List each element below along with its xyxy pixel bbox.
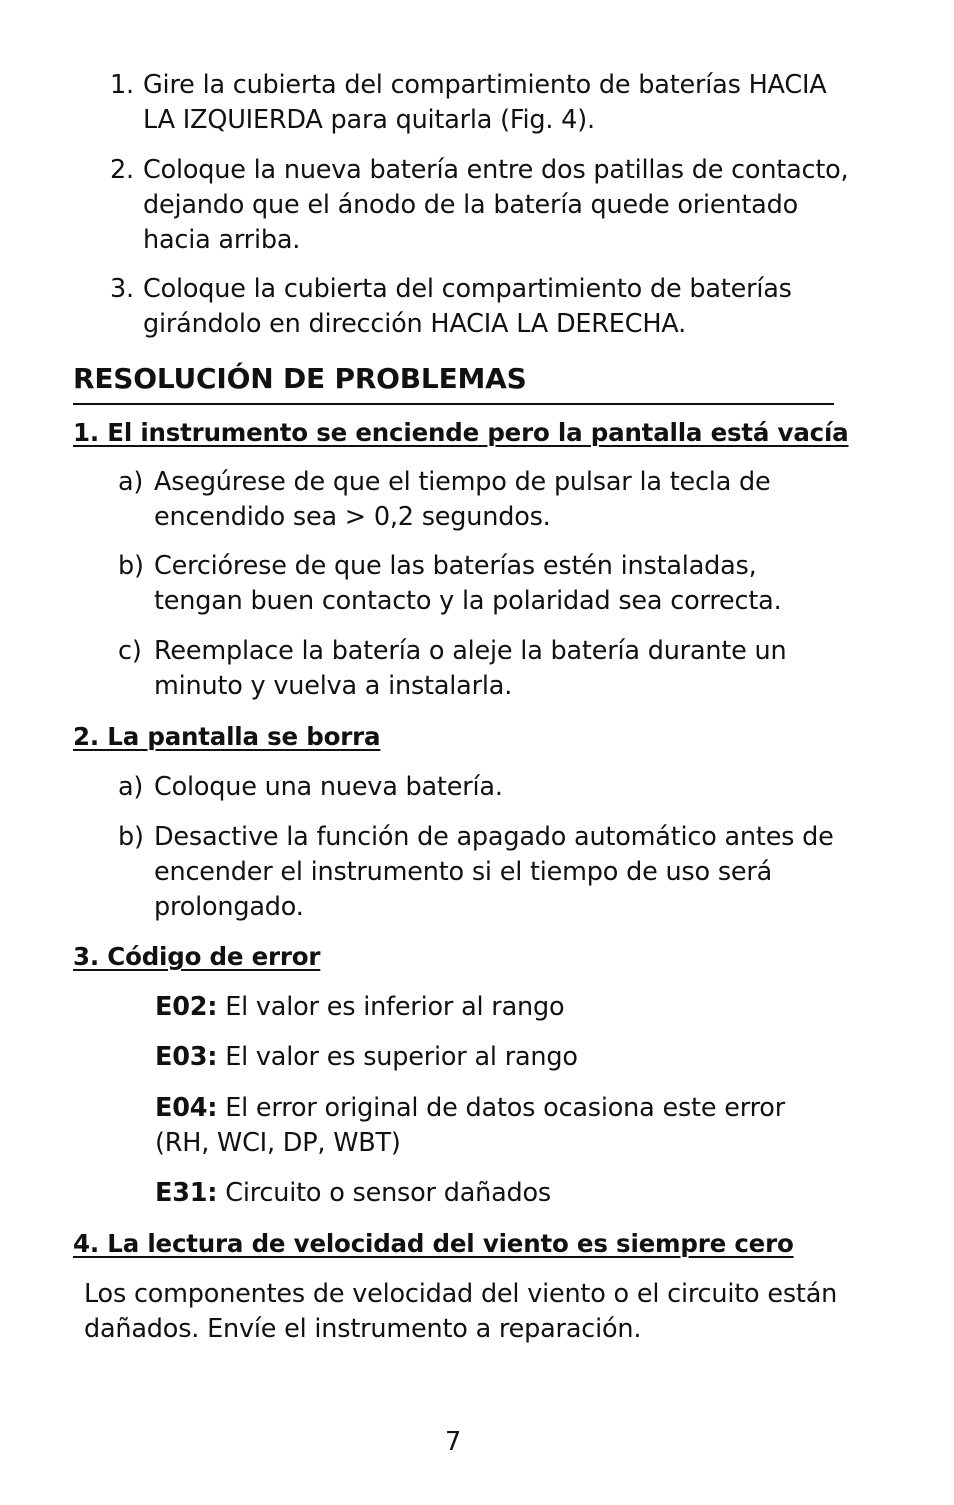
problem-1-item-b	[118, 549, 848, 619]
problem-4-paragraph: Los componentes de velocidad del viento o el circuito están dañados. Envíe el instrumento a reparación.	[84, 1279, 838, 1344]
problem-2-item-b	[118, 820, 848, 925]
item-text: Asegúrese de que el tiempo de pulsar la tecla de encendido sea > 0,2 segundos.	[154, 467, 771, 532]
error-code: E03:	[155, 1042, 218, 1072]
item-letter: c)	[118, 636, 142, 666]
heading-divider	[73, 403, 834, 405]
step-number: 1.	[110, 70, 134, 100]
item-text: Reemplace la batería o aleje la batería durante un minuto y vuelva a instalarla.	[154, 636, 787, 701]
step-3	[110, 272, 850, 342]
step-2	[110, 153, 850, 258]
problem-1-item-c	[118, 634, 848, 704]
problem-1-item-a	[118, 465, 848, 535]
step-text: Coloque la cubierta del compartimiento de baterías girándolo en dirección HACIA LA DERECHA.	[143, 274, 792, 339]
page-number: 7	[444, 1427, 462, 1457]
error-description: Circuito o sensor dañados	[225, 1178, 551, 1208]
problem-3-title: 3. Código de error	[73, 942, 321, 971]
error-code-e02	[155, 990, 845, 1025]
problem-2-item-a	[118, 770, 848, 805]
error-description: El error original de datos ocasiona este error (RH, WCI, DP, WBT)	[155, 1093, 785, 1158]
step-text: Coloque la nueva batería entre dos patillas de contacto, dejando que el ánodo de la batería quede orientado hacia arriba.	[143, 155, 849, 255]
error-code-e04	[155, 1091, 845, 1161]
item-text: Cerciórese de que las baterías estén instaladas, tengan buen contacto y la polaridad sea correcta.	[154, 551, 782, 616]
item-letter: a)	[118, 772, 144, 802]
item-text: Coloque una nueva batería.	[154, 772, 503, 802]
problem-1-title: 1. El instrumento se enciende pero la pantalla está vacía	[73, 418, 849, 447]
item-letter: b)	[118, 822, 144, 852]
problem-4-title: 4. La lectura de velocidad del viento es siempre cero	[73, 1229, 794, 1258]
error-code: E31:	[155, 1178, 218, 1208]
step-number: 2.	[110, 155, 134, 185]
step-number: 3.	[110, 274, 134, 304]
problem-2-title: 2. La pantalla se borra	[73, 722, 381, 751]
step-1	[110, 68, 850, 138]
error-description: El valor es superior al rango	[225, 1042, 578, 1072]
item-letter: b)	[118, 551, 144, 581]
error-code-e03	[155, 1040, 845, 1075]
error-code: E04:	[155, 1093, 218, 1123]
error-code: E02:	[155, 992, 218, 1022]
step-text: Gire la cubierta del compartimiento de baterías HACIA LA IZQUIERDA para quitarla (Fig. 4).	[143, 70, 827, 135]
item-text: Desactive la función de apagado automático antes de encender el instrumento si el tiempo de uso será prolongado.	[154, 822, 834, 922]
error-code-e31	[155, 1176, 845, 1211]
section-heading: RESOLUCIÓN DE PROBLEMAS	[73, 362, 527, 395]
error-description: El valor es inferior al rango	[225, 992, 565, 1022]
item-letter: a)	[118, 467, 144, 497]
